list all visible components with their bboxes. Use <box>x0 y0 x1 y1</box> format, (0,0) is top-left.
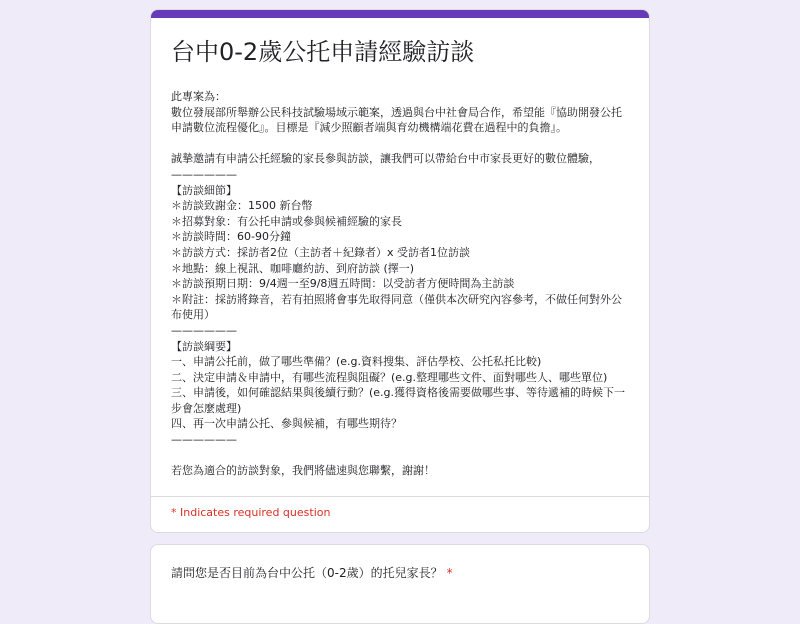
question-text: 請問您是否目前為台中公托（0-2歲）的托兒家長？ <box>171 566 443 580</box>
form-title: 台中0-2歲公托申請經驗訪談 <box>171 38 475 66</box>
form-header-card <box>150 9 650 533</box>
required-question-note: * Indicates required question <box>171 506 331 519</box>
question-card <box>150 544 650 624</box>
theme-accent-bar <box>151 10 649 18</box>
header-divider <box>151 496 649 497</box>
form-description: 此專案為： 數位發展部所舉辦公民科技試驗場域示範案，透過與台中社會局合作，希望能『協助開發公托申請數位流程優化』。目標是『減少照顧者端與育幼機構端花費在過程中的負擔』。 誠摯邀請有申請公托經驗的家長參與訪談，讓我們可以帶給台中市家長更好的數位體驗， —————— 【訪談細節】 ＊訪談致謝金：1500 新台幣 ＊招募對象：有公托申請或參與候補經驗的家長 ＊訪談時間：60-90分鐘 ＊訪談方式：採訪者2位（主訪者＋紀錄者）x 受訪者1位訪談 ＊地點：線上視訊、咖啡廳約訪、到府訪談 (擇一) ＊訪談預期日期：9/4週一至9/8週五時間：以受訪者方便時間為主訪談 ＊附註：採訪將錄音，若有拍照將會事先取得同意（僅供本次研究內容參考，不做任何對外公布使用） —————— 【訪談綱要】 一、申請公托前，做了哪些準備？(e.g.資料搜集、評估學校、公托私托比較) 二、決定申請＆申請中，有哪些流程與阻礙？(e.g.整理哪些文件、面對哪些人、哪些單位) 三、申請後，如何確認結果與後續行動？(e.g.獲得資格後需要做哪些事、等待遞補的時候下一步會怎麼處理) 四、再一次申請公托、參與候補，有哪些期待？ —————— 若您為適合的訪談對象，我們將儘速與您聯繫，謝謝！ <box>171 90 626 478</box>
question-title <box>151 545 649 581</box>
required-asterisk: * <box>446 566 453 580</box>
